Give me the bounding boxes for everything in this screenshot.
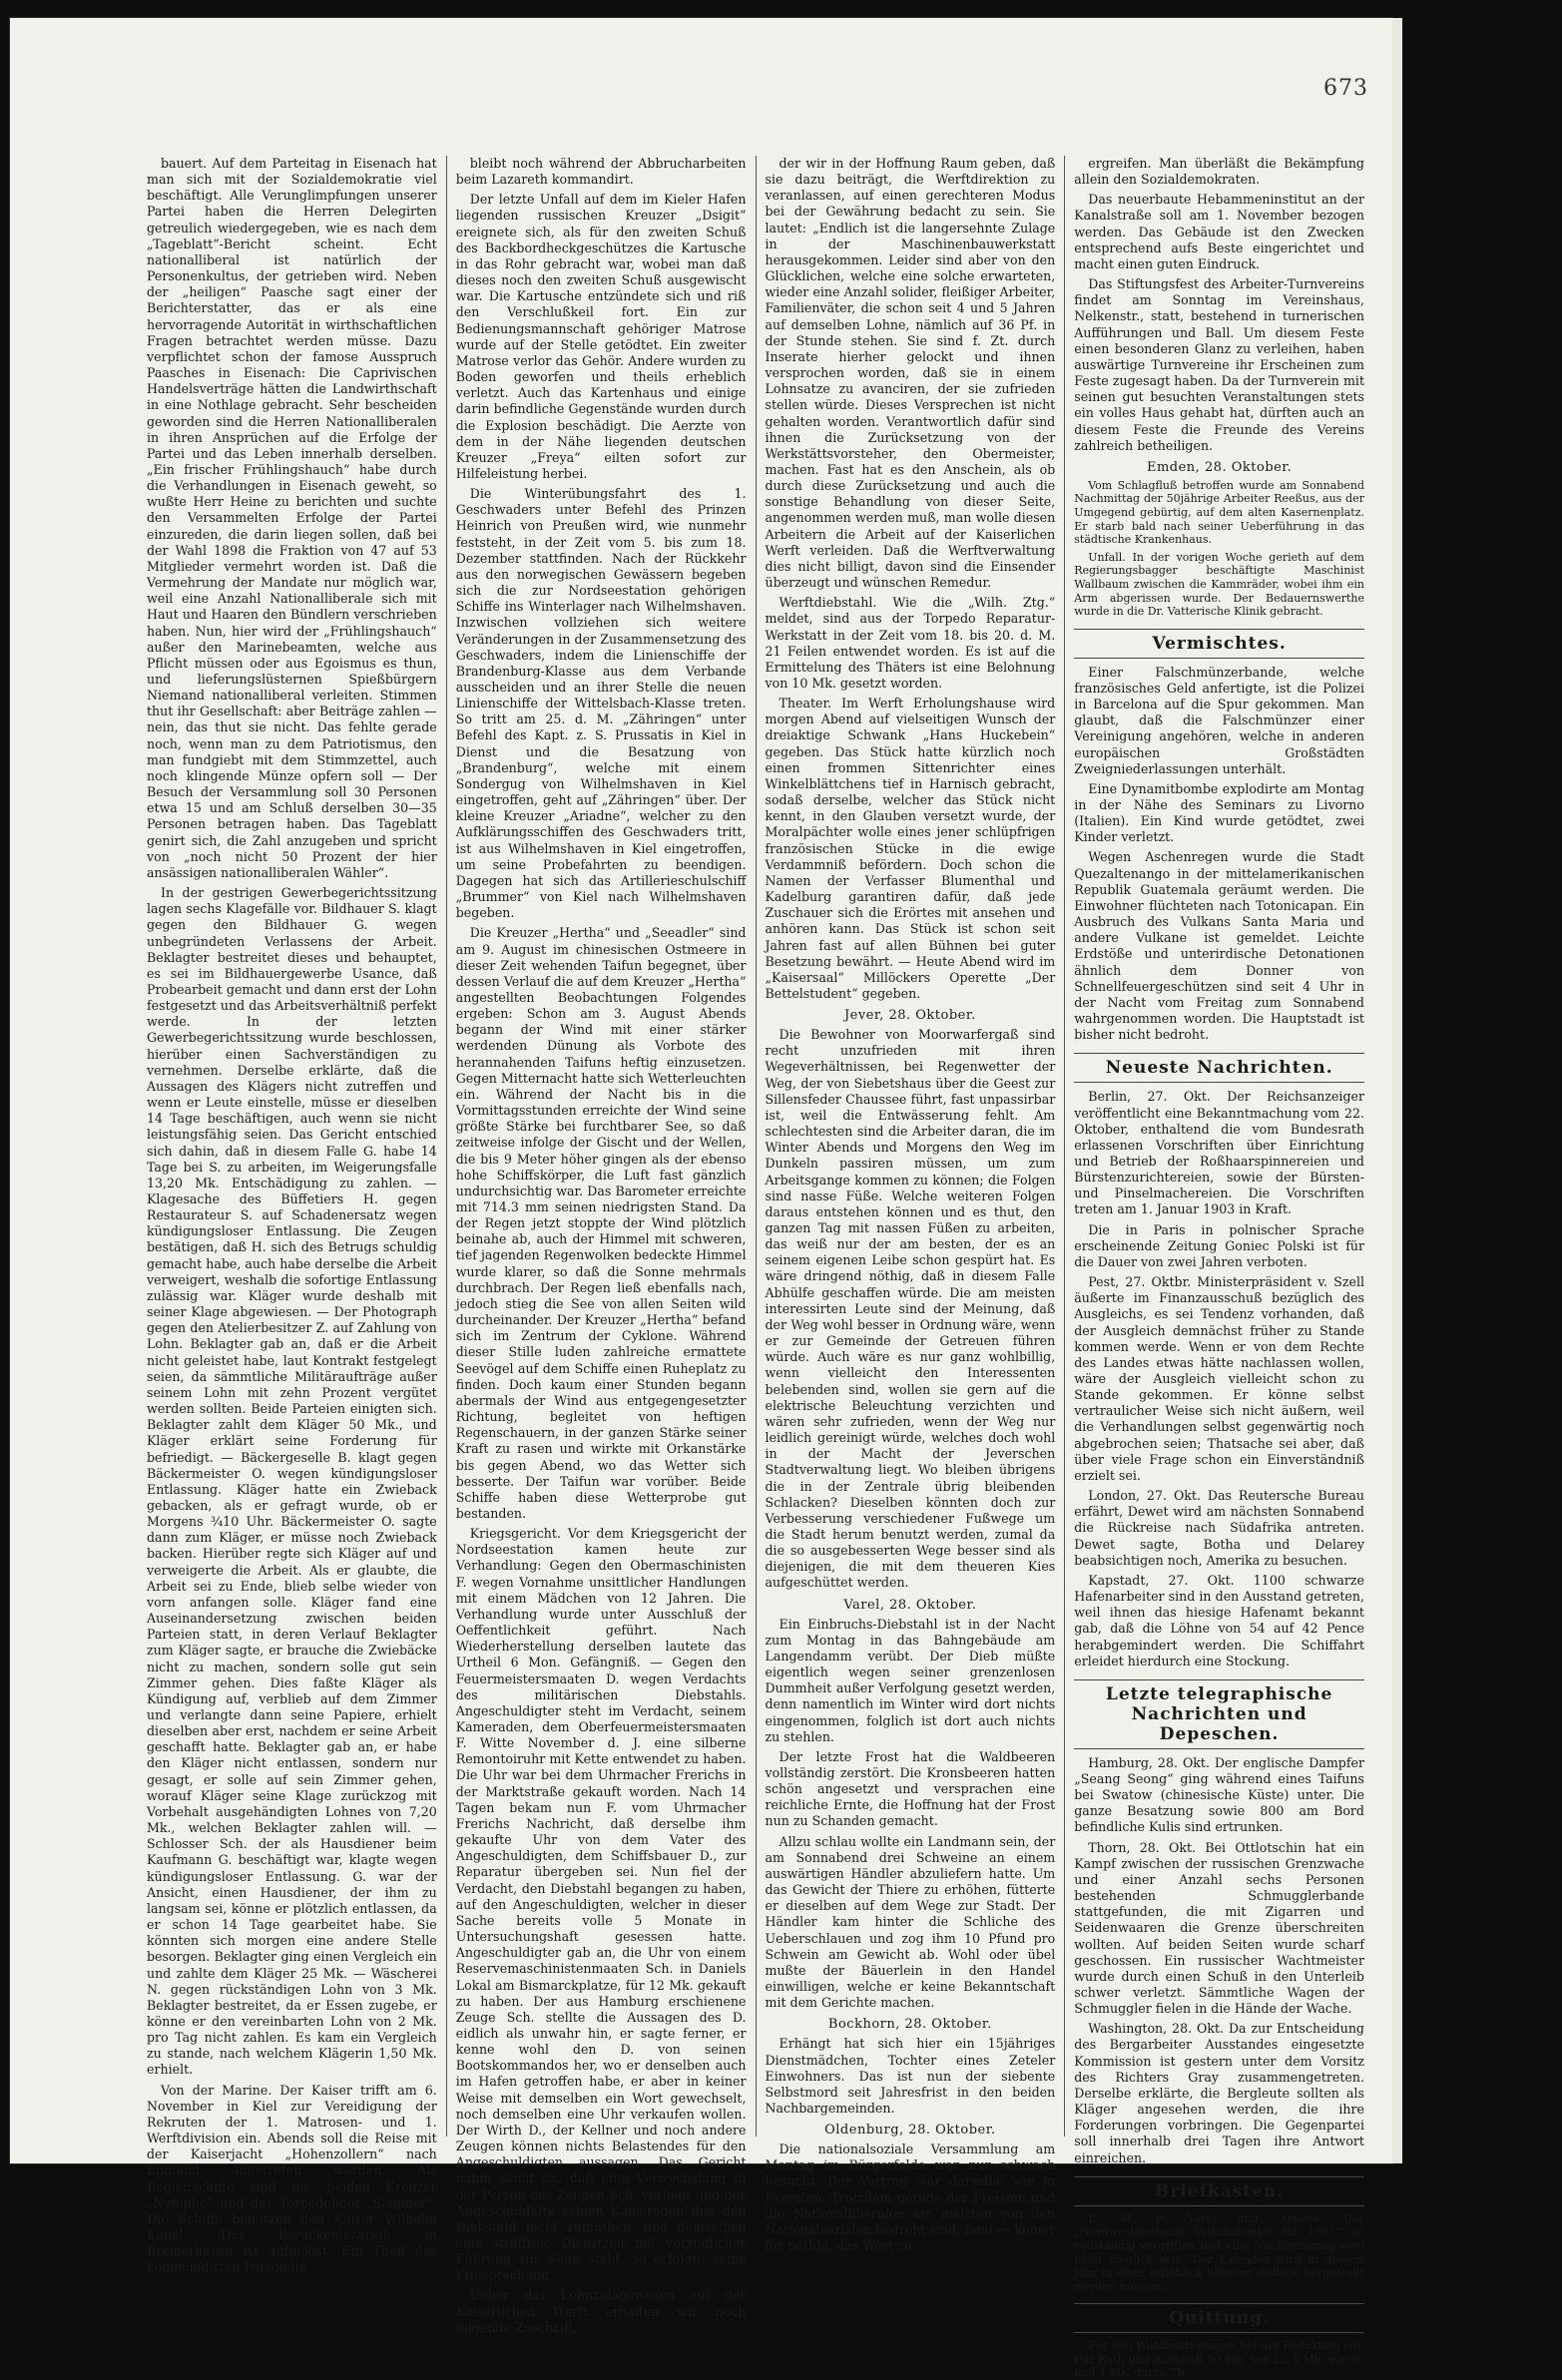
- section-heading-neueste-nachrichten: Neueste Nachrichten.: [1074, 1053, 1364, 1083]
- article-paragraph: Werftdiebstahl. Wie die „Wilh. Ztg.“ meldet, sind aus der Torpedo Reparatur-Werkstatt in der Zeit vom 18. bis 20. d. M. 21 Feilen entwendet worden. Es ist auf die Ermittelung des Thäters ist eine Belohnung von 10 Mk. gesetzt worden.: [765, 595, 1056, 691]
- article-paragraph: Ein Einbruchs-Diebstahl ist in der Nacht zum Montag in das Bahngebäude am Langendamm verübt. Der Dieb müßte eigentlich wegen seiner grenzenlosen Dummheit außer Verfolgung gesetzt werden, denn namentlich im Winter wird dort nichts eingenommen, folglich ist dort auch nichts zu stehlen.: [765, 1616, 1056, 1744]
- article-paragraph: Unfall. In der vorigen Woche gerieth auf dem Regierungsbagger beschäftigte Maschinist Wallbaum zwischen die Kammräder, wobei ihm ein Arm abgerissen wurde. Der Bedauernswerthe wurde in die Dr. Vatterische Klinik gebracht.: [1074, 550, 1364, 619]
- columns: [138, 156, 1373, 2380]
- quittung: [1074, 2339, 1364, 2380]
- article-paragraph: Washington, 28. Okt. Da zur Entscheidung des Bergarbeiter Ausstandes eingesetzte Kommission ist gestern unter dem Vorsitz des Richters Gray zusammengetreten. Derselbe erklärte, die Bergleute sollten als Kläger angesehen werden, die ihre Forderungen vorbringen. Die Gegenpartei soll innerhalb drei Tagen ihre Antwort einreichen.: [1074, 2021, 1364, 2165]
- article-paragraph: Hamburg, 28. Okt. Der englische Dampfer „Seang Seong“ ging während eines Taifuns bei Swatow (chinesische Küste) unter. Die ganze Besatzung sowie 800 am Bord befindliche Kulis sind ertrunken.: [1074, 1754, 1364, 1835]
- column-2: [447, 156, 757, 2335]
- article-paragraph: Allzu schlau wollte ein Landmann sein, der am Sonnabend drei Schweine an einem auswärtigen Händler abzuliefern hatte. Um das Gewicht der Thiere zu erhöhen, fütterte er dieselben auf dem Wege zur Stadt. Der Händler kam hinter die Schliche des Ueberschlauen und zog ihm 10 Pfund pro Schwein am Gewicht ab. Wohl oder übel mußte der Bäuerlein in den Handel einwilligen, welche er keine Bekanntschaft mit dem Gerichte machen.: [765, 1833, 1056, 2011]
- article-paragraph: Kapstadt, 27. Okt. 1100 schwarze Hafenarbeiter sind in den Ausstand getreten, weil ihnen das hiesige Hafenamt bekannt gab, daß die Löhne von 54 auf 42 Pence herabgemindert werden. Die Schiffahrt erleidet hierdurch eine Stockung.: [1074, 1572, 1364, 1668]
- article-paragraph: Der letzte Frost hat die Waldbeeren vollständig zerstört. Die Kronsbeeren hatten schön angesetzt und versprachen eine reichliche Ernte, die Hoffnung hat der Frost nun zu Schanden gemacht.: [765, 1748, 1056, 1829]
- article-paragraph: Thorn, 28. Okt. Bei Ottlotschin hat ein Kampf zwischen der russischen Grenzwache und einer Anzahl sechs Personen bestehenden Schmugglerbande stattgefunden, die mit Zigarren und Seidenwaaren die Grenze überschreiten wollten. Auf beiden Seiten wurde scharf geschossen. Ein russischer Wachtmeister wurde durch einen Schuß in den Unterleib schwer verletzt. Sämmtliche Wagen der Schmuggler fielen in die Hände der Wache.: [1074, 1839, 1364, 2017]
- article-paragraph: Erhängt hat sich hier ein 15jähriges Dienstmädchen, Tochter eines Zeteler Einwohners. Das ist nun der siebente Selbstmord seit Jahresfrist in den beiden Nachbargemeinden.: [765, 2036, 1056, 2116]
- section-heading-quittung: Quittung.: [1074, 2303, 1364, 2333]
- newspaper-page: [10, 18, 1392, 2380]
- article-paragraph: Kriegsgericht. Vor dem Kriegsgericht der Nordseestation kamen heute zur Verhandlung: Gegen den Obermaschinisten F. wegen Vornahme unsittlicher Handlungen mit einem Mädchen von 12 Jahren. Die Verhandlung wurde unter Ausschluß der Oeffentlichkeit geführt. Nach Wiederherstellung derselben lautete das Urtheil 6 Mon. Gefängniß. — Gegen den Feuermeistersmaaten D. wegen Verdachts des militärischen Diebstahls. Angeschuldigter steht im Verdacht, seinem Kameraden, dem Oberfeuermeistersmaaten F. Witte November d. J. eine silberne Remontoiruhr mit Kette entwendet zu haben. Die Uhr war bei dem Uhrmacher Frerichs in der Marktstraße gekauft worden. Nach 14 Tagen bekam nun F. vom Uhrmacher Frerichs Nachricht, daß derselbe ihm gekaufte Uhr von dem Vater des Angeschuldigten, dem Schiffsbauer D., zur Reparatur übergeben sei. Nun fiel der Verdacht, den Diebstahl begangen zu haben, auf den Angeschuldigten, welcher in dieser Sache bereits volle 5 Monate in Untersuchungshaft gesessen hatte. Angeschuldigter gab an, die Uhr von einem Reservemaschinistenmaaten Sch. in Daniels Lokal am Bismarckplatze, für 12 Mk. gekauft zu haben. Der aus Hamburg erschienene Zeuge Sch. stellte die Aussagen des D. eidlich als unwahr hin, er sagte ferner, er kenne wohl den D. von seinen Bootskommandos her, wo er denselben auch im Hafen getroffen habe, er aber in keiner Weise mit demselben ein Wort gewechselt, noch demselben eine Uhr verkaufen wollen. Der Wirth D., der Kellner und noch andere Zeugen können nichts Belastendes für den Angeschuldigten aussagen. Das Gericht nahm somit an, daß eine Verwechslung in der Person des Zeugen Sch. vorliegt und der Angeschuldigte seinen Kameraden ihm den Diebstahl nicht zumuthen, und demselben eine straffreie Dienstzeit mit vorzüglicher Führung zur Seite steht, so erfolgte seine Freisprechung.: [455, 1526, 747, 2283]
- section-heading-briefkasten: Briefkasten.: [1074, 2176, 1364, 2206]
- dateline-varel: Varel, 28. Oktober.: [843, 1597, 977, 1613]
- article-paragraph: Für den Wahlfonds gingen bei der Redaktion ein: Für Rath und Auskunft 50 Pfg. von L., 1 Mk. von N. und 1 Mk. durch Th.: [1074, 2339, 1364, 2380]
- article-paragraph: Die Winterübungsfahrt des 1. Geschwaders unter Befehl des Prinzen Heinrich von Preußen wird, wie nunmehr feststeht, in der Zeit vom 5. bis zum 18. Dezember stattfinden. Nach der Rückkehr aus den norwegischen Gewässern begeben sich die zur Nordseestation gehörigen Schiffe ins Winterlager nach Wilhelmshaven. Inzwischen vollziehen sich weitere Veränderungen in der Zusammensetzung des Geschwaders, indem die Linienschiffe der Brandenburg-Klasse aus dem Verbande ausscheiden und an ihrer Stelle die neuen Linienschiffe der Wittelsbach-Klasse treten. So tritt am 25. d. M. „Zähringen“ unter Befehl des Kapt. z. S. Prussatis in Kiel in Dienst und die Besatzung von „Brandenburg“, welche mit einem Sondergug von Wilhelmshaven in Kiel eingetroffen, geht auf „Zähringen“ über. Der kleine Kreuzer „Ariadne“, welcher zu den Aufklärungsschiffen des Geschwaders tritt, ist aus Wilhelmshaven in Kiel eingetroffen, um seine Probefahrten zu beendigen. Dagegen hat sich das Artillerieschulschiff „Brummer“ von Kiel nach Wilhelmshaven begeben.: [455, 486, 747, 921]
- article-paragraph: Theater. Im Werft Erholungshause wird morgen Abend auf vielseitigen Wunsch der dreiaktige Schwank „Hans Huckebein“ gegeben. Das Stück hatte kürzlich noch einen frommen Sittenrichter eines Winkelblättchens tief in Harnisch gebracht, sodaß derselbe, welcher das Stück nicht kennt, in den Glauben versetzt wurde, der Moralpächter wolle eines jener schlüpfrigen französischen Stücke in die ewige Verdammniß befördern. Doch schon die Namen der Verfasser Blumenthal und Kadelburg garantiren dafür, daß jede Zuschauer sich die Erörtes mit ansehen und anhören kann. Das Stück ist schon seit Jahren fast auf allen Bühnen bei guter Besetzung bewährt. — Heute Abend wird im „Kaisersaal“ Millöckers Operette „Der Bettelstudent“ gegeben.: [765, 696, 1056, 1001]
- article-paragraph: Ueber das Lohnzulagewesen auf der Kaiserlichen Werft erhalten wir noch folgende Zuschrift,: [455, 2287, 747, 2335]
- article-paragraph: Pest, 27. Oktbr. Ministerpräsident v. Szell äußerte im Finanzausschuß bezüglich des Ausgleichs, es sei Tendenz vorhanden, daß der Ausgleich demnächst früher zu Stande kommen werde. Wenn er von dem Rechte des Landes etwas hätte nachlassen wollen, wäre der Ausgleich vielleicht schon zu Stande gekommen. Er könne selbst vertraulicher Weise sich nicht äußern, weil die Verhandlungen selbst gegenwärtig noch abgebrochen seien; Thatsache sei aber, daß über viele Frage schon ein Einverständniß erzielt sei.: [1074, 1274, 1364, 1483]
- section-heading-vermischtes: Vermischtes.: [1074, 629, 1364, 659]
- article-paragraph: London, 27. Okt. Das Reutersche Bureau erfährt, Dewet wird am nächsten Sonnabend die Rückreise nach Südafrika antreten. Dewet sagte, Botha und Delarey beabsichtigen noch, Amerika zu besuchen.: [1074, 1488, 1364, 1568]
- article-paragraph: Das neuerbaute Hebammeninstitut an der Kanalstraße soll am 1. November bezogen werden. Das Gebäude ist den Zwecken entsprechend aufs Beste eingerichtet und macht einen guten Eindruck.: [1074, 192, 1364, 271]
- article-paragraph: Eine Dynamitbombe explodirte am Montag in der Nähe des Seminars zu Livorno (Italien). Ein Kind wurde getödtet, zwei Kinder verletzt.: [1074, 780, 1364, 845]
- article-paragraph: Berlin, 27. Okt. Der Reichsanzeiger veröffentlicht eine Bekanntmachung vom 22. Oktober, enthaltend die vom Bundesrath erlassenen Vorschriften über Einrichtung und Betrieb der Roßhaarspinnereien und Bürstenzurichtereien, sowie der Bürsten- und Pinselmachereien. Die Vorschriften treten am 1. Januar 1903 in Kraft.: [1074, 1089, 1364, 1217]
- column-3: [757, 156, 1066, 2254]
- article-paragraph: Von der Marine. Der Kaiser trifft am 6. November in Kiel zur Vereidigung der Rekruten der 1. Matrosen- und 1. Werftdivision ein. Abends soll die Reise mit der Kaiserjacht „Hohenzollern“ nach England angetreten werden. Als Begleitschiffe sind die beiden Kreuzer „Nymphe“ und das Torpedoboot „Sleipner“. Die Schiffe benutzen den Kaiser Wilhelm Kanal. Das Barackenlazareth in Bremerhaven ist aufgelöst. Ein Theil des kommandirten Personals: [147, 2082, 437, 2275]
- page-edge: [1392, 18, 1402, 2163]
- page-number: 673: [1323, 76, 1368, 101]
- column-4: [1065, 156, 1373, 2380]
- article-paragraph: Die nationalsoziale Versammlung am Montag im Bürgerfelde war nur schwach besucht. Der Vortrag war derselbe wie in Eversten. Trotzdem gerade der Freisinn und die Nationalliberalen am meisten von den Nationalsozialen bedroht sind, fand es keiner für nöthig, das Wort zu: [765, 2142, 1056, 2254]
- dateline-oldenburg: Oldenburg, 28. Oktober.: [824, 2123, 996, 2139]
- briefkasten: [1074, 2212, 1364, 2294]
- article-paragraph: bauert. Auf dem Parteitag in Eisenach hat man sich mit der Sozialdemokratie viel beschäftigt. Alle Verunglimpfungen unserer Partei haben die Herren Delegirten getreulich wiedergegeben, wie es nach dem „Tageblatt“-Bericht scheint. Echt nationalliberal ist natürlich der Personenkultus, der getrieben wird. Neben der „heiligen“ Paasche sagt einer der Berichterstatter, das er als eine hervorragende Autorität in wirthschaftlichen Fragen betrachtet werden müsse. Dazu verpflichtet schon der famose Ausspruch Paasches in Eisenach: Die Caprivischen Handelsverträge hätten die Landwirthschaft in eine Nothlage gebracht. Sehr bescheiden geworden sind die Herren Nationalliberalen in ihren Ansprüchen auf die Erfolge der Partei und das Leben innerhalb derselben. „Ein frischer Frühlingshauch“ habe durch die Verhandlungen in Eisenach geweht, so wußte Herr Heine zu berichten und suchte den Versammelten Erfolge der Partei einzureden, die darin liegen sollen, daß bei der Wahl 1898 die Fraktion von 47 auf 53 Mitglieder vermehrt worden ist. Daß die Vermehrung der Mandate nur möglich war, weil eine Anzahl Nationalliberale sich mit Haut und Haaren den Bündlern verschrieben haben. Nun, hier wird der „Frühlingshauch“ außer den Marinebeamten, welche aus Pflicht müssen oder aus Egoismus es thun, und lieferungslüsternen Spießbürgern Niemand nationalliberal verleiten. Stimmen thut ihr Gesellschaft: aber Beiträge zahlen — nein, das thut sie nicht. Das fehlte gerade noch, wenn man zu dem Patriotismus, den man fundgiebt mit dem Stimmzettel, auch noch klingende Münze opfern soll — Der Besuch der Versammlung soll 30 Personen etwa 15 und am Schluß derselben 30—35 Personen betragen haben. Das Tageblatt genirt sich, die Zahl anzugeben und spricht von „noch nicht 50 Prozent der hier ansässigen nationalliberalen Wähler“.: [147, 156, 437, 880]
- emden-news: [1074, 479, 1364, 619]
- dateline-jever: Jever, 28. Oktober.: [843, 1008, 976, 1024]
- article-paragraph: bleibt noch während der Abbrucharbeiten beim Lazareth kommandirt.: [455, 156, 747, 188]
- section-heading-telegraphische-nachrichten: Letzte telegraphische Nachrichten und Depeschen.: [1074, 1679, 1364, 1749]
- article-paragraph: Wegen Aschenregen wurde die Stadt Quezaltenango in der mittelamerikanischen Republik Guatemala geräumt werden. Die Einwohner flüchteten nach Totonicapan. Ein Ausbruch des Vulkans Santa Maria und andere Vulkane ist gemeldet. Leichte Erdstöße und unterirdische Detonationen ähnlich dem Donner von Schnellfeuergeschützen sind seit 4 Uhr in der Nacht vom Freitag zum Sonnabend wahrgenommen worden. Die Hauptstadt ist bisher nicht bedroht.: [1074, 849, 1364, 1043]
- article-paragraph: Der letzte Unfall auf dem im Kieler Hafen liegenden russischen Kreuzer „Dsigit“ ereignete sich, als für den zweiten Schuß des Backbordheckgeschützes die Kartusche in das Rohr gebracht war, wobei man daß dieses noch den zweiten Schuß ausgewischt war. Die Kartusche entzündete sich und riß den Verschlußkeil fort. Ein zur Bedienungsmannschaft gehöriger Matrose wurde auf der Stelle getödtet. Ein zweiter Matrose verlor das Gehör. Andere wurden zu Boden geworfen und theils erheblich verletzt. Auch das Kartenhaus und einige darin befindliche Gegenstände wurden durch die Explosion beschädigt. Die Aerzte von dem in der Nähe liegenden deutschen Kreuzer „Freya“ eilten sofort zur Hilfeleistung herbei.: [455, 192, 747, 481]
- article-paragraph: Vom Schlagfluß betroffen wurde am Sonnabend Nachmittag der 50jährige Arbeiter Reeßus, aus der Umgegend gebürtig, auf dem alten Kasernenplatz. Er starb bald nach seiner Ueberführung in das städtische Krankenhaus.: [1074, 478, 1364, 547]
- article-paragraph: Das Stiftungsfest des Arbeiter-Turnvereins findet am Sonntag im Vereinshaus, Nelkenstr., statt, bestehend in turnerischen Aufführungen und Ball. Um diesem Feste einen besonderen Glanz zu verleihen, haben auswärtige Turnvereine ihr Erscheinen zum Feste zugesagt haben. Da der Turnverein mit seinen gut besuchten Veranstaltungen stets ein volles Haus gehabt hat, dürften auch an diesem Feste die Freunde des Vereins zahlreich betheiligen.: [1074, 276, 1364, 453]
- article-paragraph: ergreifen. Man überläßt die Bekämpfung allein den Sozialdemokraten.: [1074, 156, 1364, 188]
- dateline-emden: Emden, 28. Oktober.: [1146, 459, 1293, 475]
- article-paragraph: In der gestrigen Gewerbegerichtssitzung lagen sechs Klagefälle vor. Bildhauer S. klagt gegen den Bildhauer G. wegen unbegründeten Verlassens der Arbeit. Beklagter bestreitet dieses und behauptet, es sei im Bildhauergewerbe Usance, daß Probearbeit gemacht und dann erst der Lohn festgesetzt und das Arbeitsverhältniß perfekt werde. In der letzten Gewerbegerichtssitzung wurde beschlossen, hierüber einen Sachverständigen zu vernehmen. Derselbe erklärte, daß die Aussagen des Klägers nicht zutreffen und wenn er Leute einstelle, müsse er dieselben 14 Tage beschäftigen, auch wenn sie nicht leistungsfähig seien. Das Gericht entschied sich dahin, daß in diesem Falle G. habe 14 Tage bei S. zu arbeiten, im Weigerungsfalle 13,20 Mk. Entschädigung zu zahlen. — Klagesache des Büffetiers H. gegen Restaurateur S. auf Schadenersatz wegen kündigungsloser Entlassung. Die Zeugen bestätigen, daß H. sich des Betrugs schuldig gemacht habe, auch habe derselbe die Arbeit verweigert, weshalb die sofortige Entlassung zulässig war. Kläger wurde deshalb mit seiner Klage abgewiesen. — Der Photograph gegen den Atelierbesitzer Z. auf Zahlung von Lohn. Beklagter gab an, daß er die Arbeit nicht geleistet habe, laut Kontrakt festgelegt seien, da sämmtliche Militäraufträge außer seinem Lohn mit zehn Prozent vergütet werden sollten. Beide Parteien einigten sich. Beklagter zahlt dem Kläger 50 Mk., und Kläger erklärt seine Forderung für befriedigt. — Bäckergeselle B. klagt gegen Bäckermeister O. wegen kündigungsloser Entlassung. Kläger hatte ein Zwieback gebacken, als er gefragt wurde, ob er Morgens ¾10 Uhr. Bäckermeister O. sagte dann zum Kläger, er müsse noch Zwieback backen. Hierüber regte sich Kläger auf und verweigerte die Arbeit. Als er glaubte, die Arbeit sei zu Ende, blieb selbe wieder von vorn anfangen solle. Kläger fand eine Auseinandersetzung zwischen beiden Parteien statt, in deren Verlauf Beklagter zum Kläger sagte, er brauche die Zwiebäcke nicht zu machen, sondern solle gut sein Zimmer gehen. Dies faßte Kläger als Kündigung auf, verblieb auf dem Zimmer und verlangte dann seine Papiere, erhielt dieselben aber erst, nachdem er seine Arbeit geschafft hatte. Beklagter gab an, er habe den Kläger nicht entlassen, sondern nur gesagt, er solle auf sein Zimmer gehen, worauf Kläger seine Klage zurückzog mit Vorbehalt ausgehändigten Lohnes von 7,20 Mk., welchen Beklagter zahlen will. — Schlosser Sch. der als Hausdiener beim Kaufmann G. beschäftigt war, klagte wegen kündigungsloser Entlassung. G. war der Ansicht, einen Hausdiener, der ihm zu langsam sei, könne er plötzlich entlassen, da er schon 14 Tage gearbeitet habe. Sie könnten sich morgen eine andere Stelle besorgen. Beklagter ging einen Vergleich ein und zahlte dem Kläger 25 Mk. — Wäscherei N. gegen rückständigen Lohn von 3 Mk. Beklagter bestreitet, da er Essen zugebe, er könne er den vereinbarten Lohn von 2 Mk. pro Tag nicht zahlen. Es kam ein Vergleich zu stande, nach welchem Klägerin 1,50 Mk. erhielt.: [147, 885, 437, 2078]
- article-paragraph: Einer Falschmünzerbande, welche französisches Geld anfertigte, ist die Polizei in Barcelona auf die Spur gekommen. Man glaubt, daß die Falschmünzer einer Vereinigung angehören, welche in anderen europäischen Großstädten Zweigniederlassungen unterhält.: [1074, 664, 1364, 776]
- article-paragraph: der wir in der Hoffnung Raum geben, daß sie dazu beiträgt, die Werftdirektion zu veranlassen, auf einen gerechteren Modus bei der Gewährung bedacht zu sein. Sie lautet: „Endlich ist die langersehnte Zulage in der Maschinenbauwerkstatt herausgekommen. Leider sind aber von den Glücklichen, welche eine solche erwarteten, wieder eine Anzahl solider, fleißiger Arbeiter, Familienväter, die schon seit 4 und 5 Jahren auf demselben Lohne, nämlich auf 36 Pf. in der Stunde stehen. Sie sind f. Zt. durch Inserate hierher gelockt und ihnen versprochen worden, daß sie in einem Lohnsatze zu avanciren, der sie zufrieden stellen würde. Dieses Versprechen ist nicht gehalten worden. Verantwortlich dafür sind ihnen die Zurücksetzung von der Werkstättsvorsteher, den Obermeister, machen. Fast hat es den Anschein, als ob durch diese Zurücksetzung und auch die sonstige Behandlung von dieser Seite, angenommen werden muß, man wolle diesen Arbeitern die Arbeit auf der Kaiserlichen Werft verleiden. Daß die Werftverwaltung dies nicht billigt, davon sind die Einsender überzeugt und wünschen Remedur.: [765, 156, 1056, 591]
- article-paragraph: Die Kreuzer „Hertha“ und „Seeadler“ sind am 9. August im chinesischen Ostmeere in dieser Zeit wehenden Taifun begegnet, über dessen Verlauf die auf dem Kreuzer „Hertha“ angestellten Beobachtungen Folgendes ergeben: Schon am 3. August Abends begann der Wind mit einer stärker werdenden Dünung als Vorbote des herannahenden Taifuns heftig einzusetzen. Gegen Mitternacht hatte sich Wetterleuchten ein. Während der Nacht bis in die Vormittagsstunden erreichte der Wind seine größte Stärke bei furchtbarer See, so daß zeitweise infolge der Gischt und der Wellen, die bis 9 Meter höher gingen als der ebenso hohe Schiffskörper, die Luft fast gänzlich undurchsichtig war. Das Barometer erreichte mit 714.3 mm seinen niedrigsten Stand. Da der Regen jetzt stoppte der Wind plötzlich beinahe ab, auch der Himmel mit schweren, tief jagenden Regenwolken bedeckte Himmel wurde klarer, so daß die Sonne mehrmals durchbrach. Der Regen ließ ebenfalls nach, jedoch stieg die See von allen Seiten wild durcheinander. Der Kreuzer „Hertha“ befand sich im Zentrum der Cyklone. Während dieser Stille luden zahlreiche ermattete Seevögel auf dem Schiffe einen Ruheplatz zu finden. Doch kaum einer Stunden begann abermals der Wind aus entgegengesetzter Richtung, begleitet von heftigen Regenschauern, in der ganzen Stärke seiner Kraft zu rasen und wirkte mit Orkanstärke bis gegen Abend, wo das Wetter sich besserte. Der Taifun war vorüber. Beide Schiffe haben diese Wetterprobe gut bestanden.: [455, 925, 747, 1521]
- dateline-bockhorn: Bockhorn, 28. Oktober.: [827, 2017, 992, 2033]
- article-paragraph: E. M. in Varel und Andere. Der „Nordwestdeutsche Volkskalender für 1903“ ist vollständig vergriffen und eine Nachlieferung wird nicht möglich sein. Der Kalender wird in diesem Jahr in einer erheblich höheren Auflage hergestellt werden müssen.: [1074, 2211, 1364, 2293]
- article-paragraph: Die in Paris in polnischer Sprache erscheinende Zeitung Goniec Polski ist für die Dauer von zwei Jahren verboten.: [1074, 1221, 1364, 1269]
- article-paragraph: Die Bewohner von Moorwarfergaß sind recht unzufrieden mit ihren Wegeverhältnissen, bei Regenwetter der Weg, der von Siebetshaus über die Geest zur Sillensfeder Chaussee führt, fast unpassirbar ist, weil die Entwässerung fehlt. Am schlechtesten sind die Arbeiter daran, die im Winter Abends und Morgens den Weg im Dunkeln passiren müssen, um zum Arbeitsgange kommen zu können; die Folgen sind nasse Füße. Welche weiteren Folgen daraus entstehen können und es thut, den ganzen Tag mit nassen Füßen zu arbeiten, das weiß nur der am besten, der es an seinem eigenen Leibe schon gespürt hat. Es wäre dringend nöthig, daß in diesem Falle Abhülfe geschaffen würde. Die am meisten interessirten Leute sind der Meinung, daß der Weg wohl besser in Ordnung wäre, wenn er zur Gemeinde der Getreuen führen würde. Auch wäre es nur ganz wohlbillig, wenn vielleicht den Interessenten belebenden sind, wollen sie gern auf die elektrische Beleuchtung verzichten und wären sehr zufrieden, wenn der Weg nur leidlich gereinigt würde, welches doch wohl in der Macht der Jeverschen Stadtverwaltung liegt. Wo bleiben übrigens die in der Zentrale übrig bleibenden Schlacken? Dieselben könnten doch zur Verbesserung verschiedener Fußwege um die Stadt herum benutzt werden, zumal da die so ausgebesserten Wege besser sind als diejenigen, die mit dem theueren Kies aufgeschüttet werden.: [765, 1027, 1056, 1591]
- column-1: [138, 156, 447, 2275]
